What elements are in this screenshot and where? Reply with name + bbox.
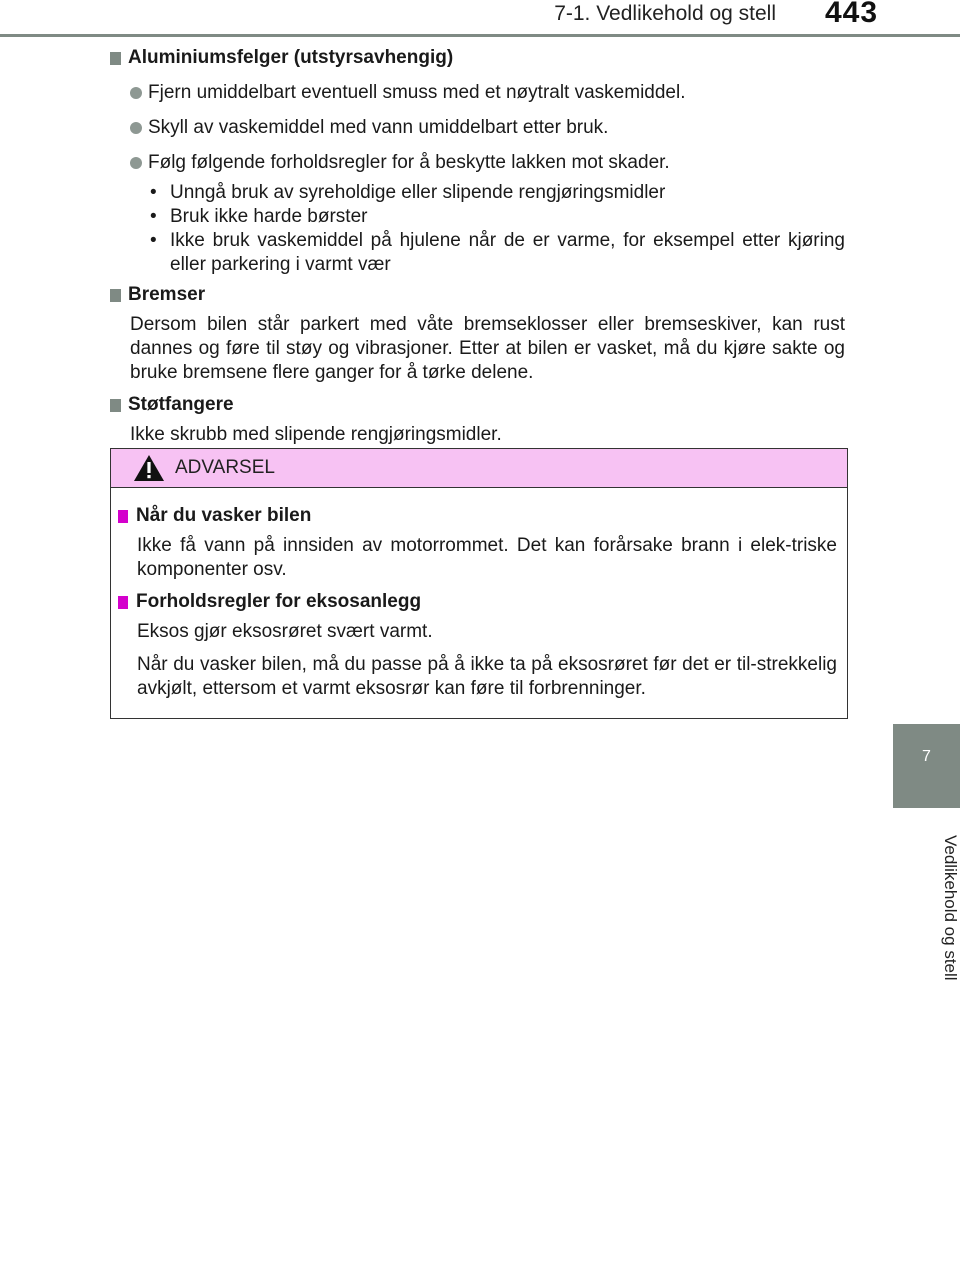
main-content xyxy=(110,40,845,447)
alloy-heading-text: Aluminiumsfelger (utstyrsavhengig) xyxy=(128,47,454,68)
warning-header xyxy=(111,449,847,488)
header-rule xyxy=(0,34,960,37)
warning-title: ADVARSEL xyxy=(175,457,275,478)
section-title: 7-1. Vedlikehold og stell xyxy=(554,2,776,25)
alloy-bullet-2: Skyll av vaskemiddel med vann umiddelbart etter bruk. xyxy=(148,117,609,138)
bumpers-heading-text: Støtfangere xyxy=(128,394,234,415)
page-number: 443 xyxy=(825,0,879,29)
warning-box xyxy=(110,448,848,719)
sub-item-1: • Unngå bruk av syreholdige eller slipende rengjøringsmidler xyxy=(150,181,845,205)
alloy-heading xyxy=(110,46,845,70)
round-bullet-icon xyxy=(130,157,142,169)
list-item xyxy=(110,151,845,175)
list-item xyxy=(110,116,845,140)
warning-item-2-heading xyxy=(118,590,837,614)
chapter-tab[interactable] xyxy=(893,724,960,808)
sub-item-2: • Bruk ikke harde børster xyxy=(150,205,845,229)
warning-body xyxy=(111,488,847,701)
list-item xyxy=(110,81,845,105)
warning-item-1-heading xyxy=(118,504,837,528)
chapter-label: Vedlikehold og stell xyxy=(941,835,960,981)
alloy-bullet-3: Følg følgende forholdsregler for å beskytte lakken mot skader. xyxy=(148,152,670,173)
round-bullet-icon xyxy=(130,122,142,134)
chapter-number: 7 xyxy=(922,748,931,765)
bumpers-text: Ikke skrubb med slipende rengjøringsmidler. xyxy=(130,424,502,445)
sub-item-3: • Ikke bruk vaskemiddel på hjulene når de er varme, for eksempel etter kjøring eller parkering i varmt vær xyxy=(150,229,845,277)
bumpers-heading xyxy=(110,393,845,417)
brakes-heading xyxy=(110,283,845,307)
warning-item-2-text-1: Eksos gjør eksosrøret svært varmt. xyxy=(137,621,433,642)
square-bullet-icon xyxy=(118,510,128,523)
square-bullet-icon xyxy=(110,399,121,412)
brakes-heading-text: Bremser xyxy=(128,284,206,305)
brakes-text: Dersom bilen står parkert med våte bremseklosser eller bremseskiver, kan rust dannes og føre til støy og vibrasjoner. Etter at bilen er vasket, må du kjøre sakte og bruke bremsene flere ganger for å tørke delene. xyxy=(130,314,845,383)
warning-item-1-title: Når du vasker bilen xyxy=(136,505,312,526)
alloy-sub-list xyxy=(150,181,845,277)
warning-triangle-icon xyxy=(133,454,165,482)
square-bullet-icon xyxy=(118,596,128,609)
square-bullet-icon xyxy=(110,289,121,302)
square-bullet-icon xyxy=(110,52,121,65)
warning-item-1-text: Ikke få vann på innsiden av motorrommet. Det kan forårsake brann i elek-triske komponenter osv. xyxy=(137,535,837,580)
warning-item-2-title: Forholdsregler for eksosanlegg xyxy=(136,591,422,612)
warning-item-2-text-2: Når du vasker bilen, må du passe på å ikke ta på eksosrøret før det er til-strekkelig avkjølt, ettersom et varmt eksosrør kan føre til forbrenninger. xyxy=(137,654,837,699)
alloy-bullet-1: Fjern umiddelbart eventuell smuss med et nøytralt vaskemiddel. xyxy=(148,82,686,103)
round-bullet-icon xyxy=(130,87,142,99)
